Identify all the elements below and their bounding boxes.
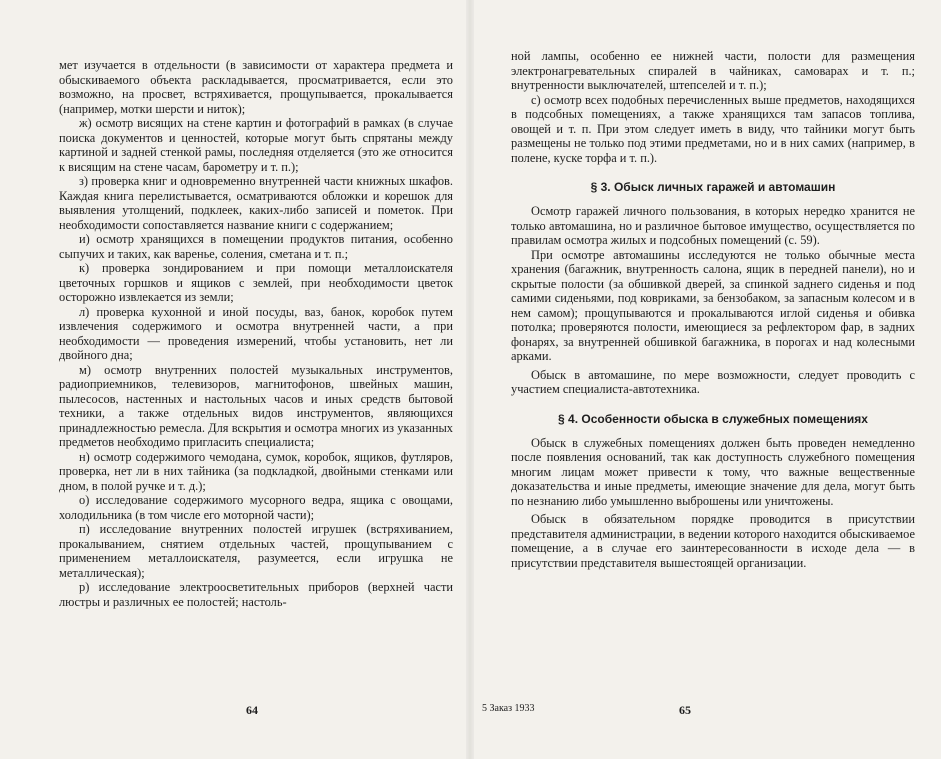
section-heading-offices: § 4. Особенности обыска в служебных помещениях bbox=[558, 411, 868, 426]
right-page-text-column bbox=[511, 49, 915, 570]
paragraph: Обыск в обязательном порядке проводится в присутствии представителя администрации, в ведении которого находится обыскиваемое помещение, а в случае его заинтересованности в исходе дела — в присутствии представителя вышестоящей организации. bbox=[511, 512, 915, 570]
page-number: 64 bbox=[246, 703, 258, 717]
left-page-text-column bbox=[59, 58, 453, 609]
list-item-i: и) осмотр хранящихся в помещении продуктов питания, особенно сыпучих и таких, как варенье, соления, сметана и т. п.; bbox=[59, 232, 453, 261]
paragraph: При осмотре автомашины исследуются не только обычные места хранения (багажник, внутренность салона, ящик в передней панели), но и скрытые полости (за обшивкой дверей, за спинкой заднего сиденья и под самими сиденьями, под ковриками, за бензобаком, за запасным колесом и в нем самом); прощупываются и прокалываются иглой сиденья и обивка потолка; проверяются полости, имеющиеся за рефлектором фар, в задних фонарях, за внутренней обшивкой багажника, в порогах и над колесными арками. bbox=[511, 247, 915, 363]
page-number: 65 bbox=[679, 703, 691, 717]
paragraph: Обыск в служебных помещениях должен быть проведен немедленно после появления оснований, так как доступность служебного помещения многим лицам может привести к тому, что важные вещественные доказательства и иные предметы, имеющие значение для дела, могут быть по незнанию либо умышленно выброшены или уничтожены. bbox=[511, 435, 915, 508]
list-item-n: н) осмотр содержимого чемодана, сумок, коробок, ящиков, футляров, проверка, нет ли в них тайника (за подкладкой, двойными стенками или дном, в полой ручке и т. д.); bbox=[59, 449, 453, 493]
list-item-s: с) осмотр всех подобных перечисленных выше предметов, находящихся в подсобных помещениях, а также хранящихся там запасов топлива, овощей и т. п. При этом следует иметь в виду, что тайники могут быть размещены не только под этими предметами, но и в них самих (например, в полене, куске торфа и т. п.). bbox=[511, 92, 915, 165]
list-item-l: л) проверка кухонной и иной посуды, ваз, банок, коробок путем извлечения содержимого и осмотра внутренней части, а при необходимости — проведения измерений, чтобы установить, нет ли двойного дна; bbox=[59, 304, 453, 362]
section-heading-garages: § 3. Обыск личных гаражей и автомашин bbox=[590, 180, 836, 194]
printer-signature: 5 Заказ 1933 bbox=[482, 703, 535, 714]
list-item-m: м) осмотр внутренних полостей музыкальных инструментов, радиоприемников, телевизоров, магнитофонов, швейных машин, пылесосов, настенных и настольных часов и иных средств бытовой техники, а также отдельных видов инструментов, являющихся принадлежностью ремесла. Для вскрытия и осмотра многих из указанных предметов необходимо пригласить специалиста; bbox=[59, 362, 453, 449]
paragraph: ной лампы, особенно ее нижней части, полости для размещения электронагревательных спиралей в чайниках, самоварах и т. п.; внутренности выключателей, штепселей и т. п.); bbox=[511, 49, 915, 92]
left-page bbox=[0, 0, 470, 759]
list-item-p: п) исследование внутренних полостей игрушек (встряхиванием, прокалыванием, снятием отдельных частей, прощупыванием с применением металлоискателя, разумеется, если игрушка не металлическая); bbox=[59, 522, 453, 580]
list-item-z: з) проверка книг и одновременно внутренней части книжных шкафов. Каждая книга перелистывается, осматриваются обложки и корешок для выявления утолщений, подклеек, каких-либо записей и пометок. При необходимости сопоставляется название книги с содержанием; bbox=[59, 174, 453, 232]
list-item-o: о) исследование содержимого мусорного ведра, ящика с овощами, холодильника (в том числе его моторной части); bbox=[59, 493, 453, 522]
list-item-zh: ж) осмотр висящих на стене картин и фотографий в рамках (в случае поиска документов и ценностей, которые могут быть спрятаны между картиной и задней стенкой рамы, последняя отделяется (это же относится к висящим на стене часам, барометру и т. п.); bbox=[59, 116, 453, 174]
paragraph: Обыск в автомашине, по мере возможности, следует проводить с участием специалиста-автотехника. bbox=[511, 367, 915, 396]
paragraph: мет изучается в отдельности (в зависимости от характера предмета и обыскиваемого объекта раскладывается, просматривается, если это возможно, на просвет, встряхивается, прощупывается, прокалывается (например, мотки шерсти и ниток); bbox=[59, 58, 453, 116]
paragraph: Осмотр гаражей личного пользования, в которых нередко хранится не только автомашина, но и различное бытовое имущество, осуществляется по правилам осмотра жилых и подсобных помещений (с. 59). bbox=[511, 204, 915, 247]
list-item-k: к) проверка зондированием и при помощи металлоискателя цветочных горшков и ящиков с землей, при необходимости цветок осторожно извлекается из земли; bbox=[59, 261, 453, 304]
list-item-r: р) исследование электроосветительных приборов (верхней части люстры и различных ее полостей; настоль- bbox=[59, 580, 453, 609]
right-page bbox=[470, 0, 941, 759]
